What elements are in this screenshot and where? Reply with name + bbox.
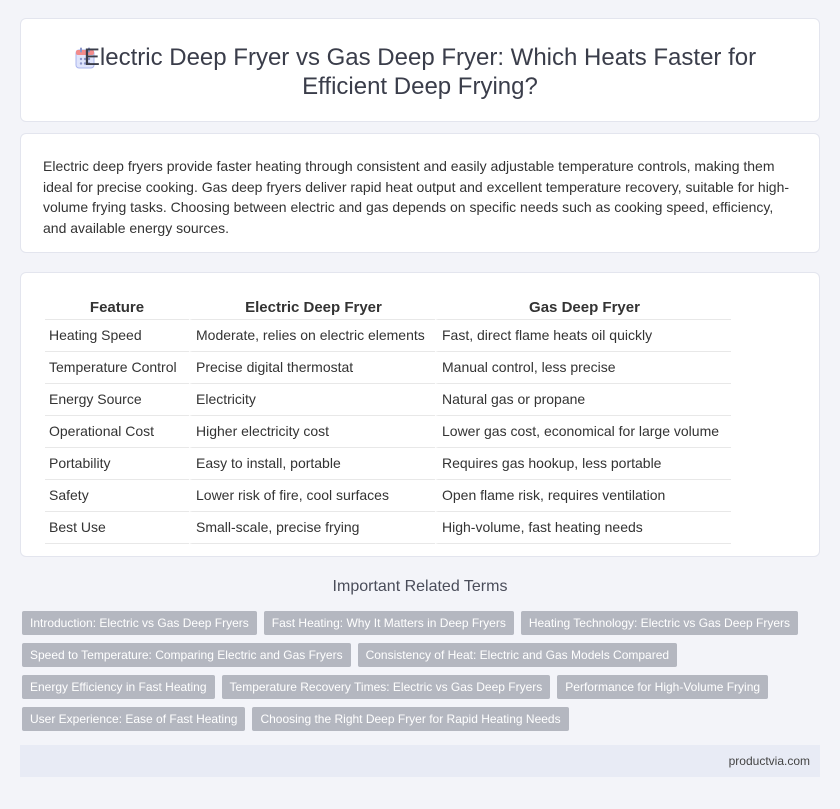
related-terms-title: Important Related Terms bbox=[332, 578, 508, 595]
table-row bbox=[45, 416, 731, 448]
title-card bbox=[20, 18, 820, 122]
table-cell: Lower risk of fire, cool surfaces bbox=[189, 480, 435, 512]
related-term-tag[interactable]: Introduction: Electric vs Gas Deep Fryers bbox=[22, 611, 257, 635]
table-row bbox=[45, 320, 731, 352]
related-term-tag[interactable]: Energy Efficiency in Fast Heating bbox=[22, 675, 215, 699]
footer-site-link[interactable]: productvia.com bbox=[728, 754, 810, 768]
related-term-tag[interactable]: Fast Heating: Why It Matters in Deep Fryers bbox=[264, 611, 514, 635]
tag-row bbox=[22, 643, 802, 667]
table-cell: Best Use bbox=[45, 512, 189, 544]
table-header-row bbox=[45, 297, 731, 320]
table-cell: Heating Speed bbox=[45, 320, 189, 352]
table-row bbox=[45, 512, 731, 544]
table-cell: Higher electricity cost bbox=[189, 416, 435, 448]
table-cell: Energy Source bbox=[45, 384, 189, 416]
related-term-tag[interactable]: Consistency of Heat: Electric and Gas Models Compared bbox=[358, 643, 677, 667]
table-row bbox=[45, 448, 731, 480]
comparison-table-card bbox=[20, 272, 820, 557]
table-cell: Electricity bbox=[189, 384, 435, 416]
table-row bbox=[45, 352, 731, 384]
table-cell: Small-scale, precise frying bbox=[189, 512, 435, 544]
header-electric: Electric Deep Fryer bbox=[189, 297, 435, 320]
table-cell: Fast, direct flame heats oil quickly bbox=[435, 320, 731, 352]
related-term-tag[interactable]: Heating Technology: Electric vs Gas Deep Fryers bbox=[521, 611, 798, 635]
summary-text: Electric deep fryers provide faster heating through consistent and easily adjustable temperature controls, making them ideal for precise cooking. Gas deep fryers deliver rapid heat output and excellent temperature recovery, suitable for high-volume frying tasks. Choosing between electric and gas depends on specific needs such as cooking speed, efficiency, and available energy sources. bbox=[43, 158, 790, 236]
page-title: Electric Deep Fryer vs Gas Deep Fryer: Which Heats Faster for Efficient Deep Frying? bbox=[83, 44, 757, 100]
comparison-table bbox=[45, 297, 731, 544]
table-cell: High-volume, fast heating needs bbox=[435, 512, 731, 544]
table-cell: Manual control, less precise bbox=[435, 352, 731, 384]
related-term-tag[interactable]: Choosing the Right Deep Fryer for Rapid Heating Needs bbox=[252, 707, 568, 731]
tag-row bbox=[22, 611, 802, 635]
footer bbox=[20, 745, 820, 777]
related-term-tag[interactable]: User Experience: Ease of Fast Heating bbox=[22, 707, 245, 731]
table-cell: Operational Cost bbox=[45, 416, 189, 448]
table-cell: Portability bbox=[45, 448, 189, 480]
table-row bbox=[45, 384, 731, 416]
table-cell: Open flame risk, requires ventilation bbox=[435, 480, 731, 512]
table-cell: Temperature Control bbox=[45, 352, 189, 384]
tag-row bbox=[22, 707, 802, 731]
table-row bbox=[45, 480, 731, 512]
table-cell: Easy to install, portable bbox=[189, 448, 435, 480]
table-cell: Moderate, relies on electric elements bbox=[189, 320, 435, 352]
tag-row bbox=[22, 675, 802, 699]
table-cell: Lower gas cost, economical for large volume bbox=[435, 416, 731, 448]
table-cell: Precise digital thermostat bbox=[189, 352, 435, 384]
related-term-tag[interactable]: Temperature Recovery Times: Electric vs Gas Deep Fryers bbox=[222, 675, 551, 699]
table-cell: Safety bbox=[45, 480, 189, 512]
header-gas: Gas Deep Fryer bbox=[435, 297, 731, 320]
table-cell: Requires gas hookup, less portable bbox=[435, 448, 731, 480]
table-cell: Natural gas or propane bbox=[435, 384, 731, 416]
related-term-tag[interactable]: Performance for High-Volume Frying bbox=[557, 675, 768, 699]
related-term-tag[interactable]: Speed to Temperature: Comparing Electric and Gas Fryers bbox=[22, 643, 351, 667]
summary-card bbox=[20, 133, 820, 253]
related-terms-list bbox=[22, 611, 802, 739]
header-feature: Feature bbox=[45, 297, 189, 320]
